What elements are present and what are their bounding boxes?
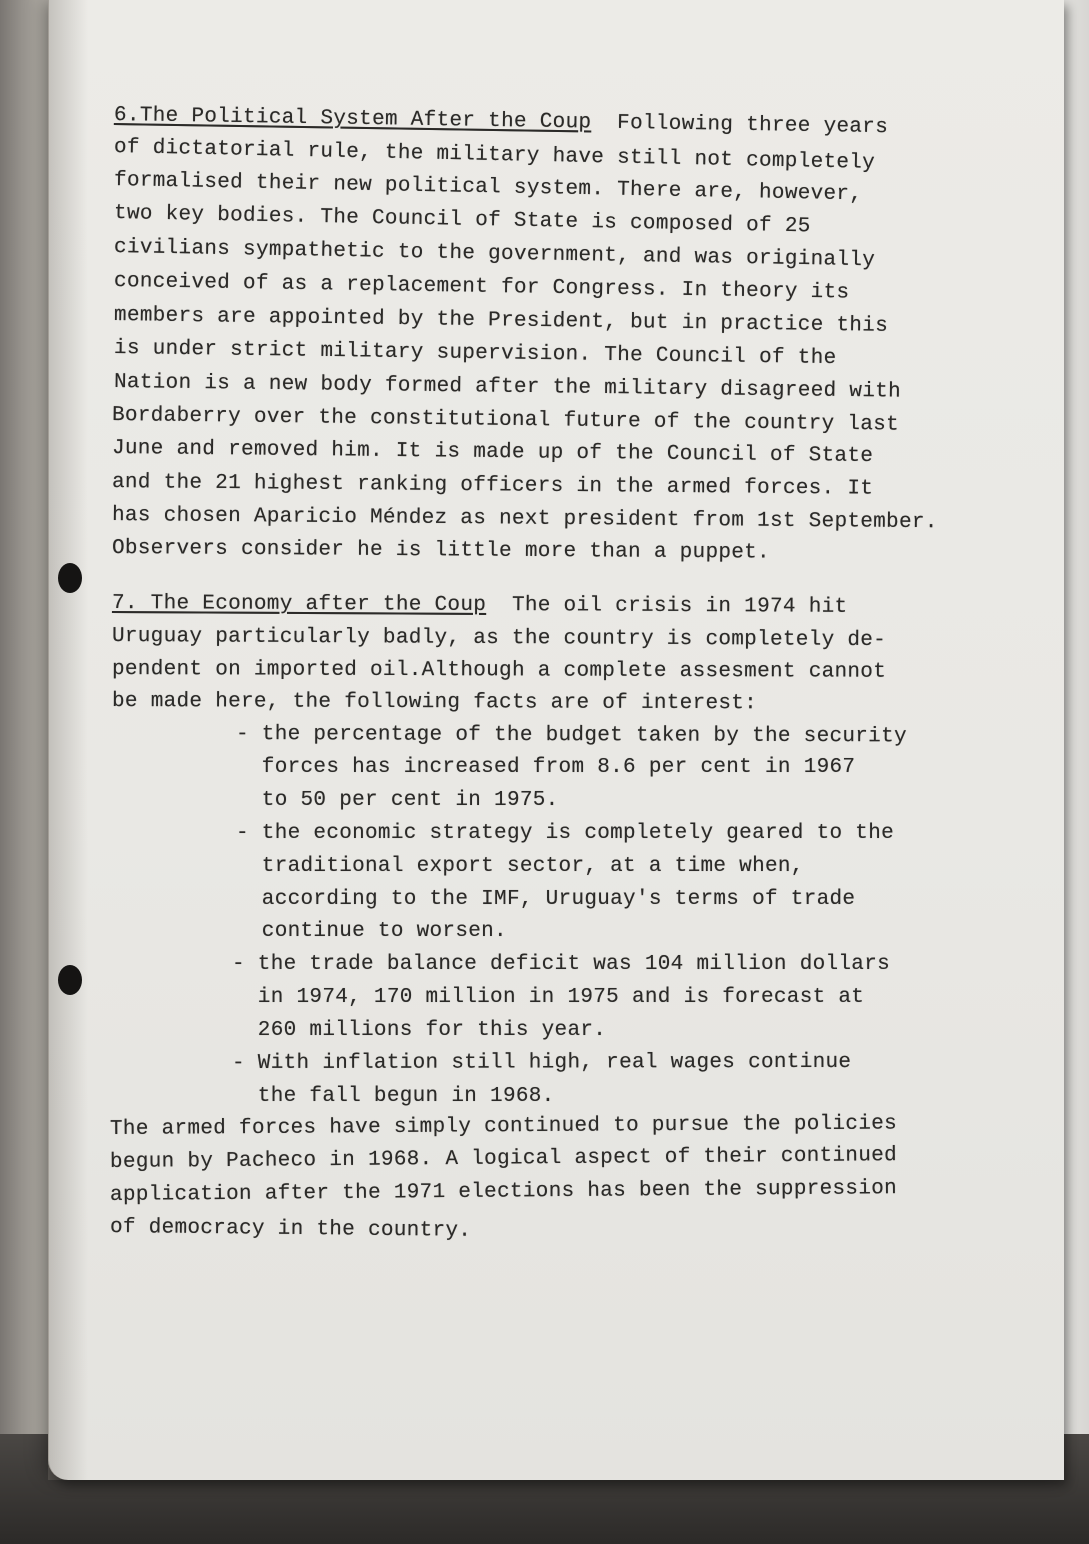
punch-hole-top	[58, 563, 82, 593]
bullet-line: - the trade balance deficit was 104 million dollars	[232, 953, 891, 976]
section-6-line: is under strict military supervision. The Council of the	[113, 337, 837, 371]
bullet-line: the fall begun in 1968.	[232, 1085, 555, 1108]
section-7-line-1-rest: The oil crisis in 1974 hit	[486, 593, 848, 619]
section-6-line: two key bodies. The Council of State is composed of 25	[113, 202, 811, 239]
section-6-line: conceived of as a replacement for Congress. In theory its	[113, 270, 850, 305]
bullet-line: - the economic strategy is completely geared to the	[236, 822, 895, 845]
closing-line: The armed forces have simply continued to pursue the policies	[109, 1112, 898, 1141]
section-7-line: pendent on imported oil.Although a complete assesment cannot	[111, 658, 887, 684]
punch-hole-bottom	[58, 965, 82, 995]
section-7-line: Uruguay particularly badly, as the country is completely de-	[111, 625, 887, 653]
section-7-heading: 7. The Economy after the Coup	[111, 592, 487, 617]
section-6-line: Nation is a new body formed after the military disagreed with	[113, 371, 902, 404]
closing-line: begun by Pacheco in 1968. A logical aspect of their continued	[109, 1144, 898, 1174]
bullet-line: according to the IMF, Uruguay's terms of trade	[236, 888, 856, 911]
section-6-line-1-rest: Following three years	[591, 111, 889, 140]
bullet-line: 260 millions for this year.	[232, 1019, 607, 1042]
section-6-line: formalised their new political system. There are, however,	[113, 169, 863, 207]
bullet-line: to 50 per cent in 1975.	[236, 789, 559, 812]
bullet-line: continue to worsen.	[236, 920, 507, 943]
bullet-line: in 1974, 170 million in 1975 and is forecast at	[232, 986, 865, 1009]
section-6-line: and the 21 highest ranking officers in the armed forces. It	[111, 471, 874, 501]
bullet-line: - With inflation still high, real wages continue	[231, 1050, 852, 1075]
section-6-line: has chosen Aparicio Méndez as next president from 1st September.	[111, 504, 938, 535]
bullet-line: - the percentage of the budget taken by the security	[235, 723, 907, 749]
section-6-line: Bordaberry over the constitutional future of the country last	[111, 404, 900, 437]
bullet-line: traditional export sector, at a time when,	[236, 855, 804, 878]
bullet-line: forces has increased from 8.6 per cent in 1967	[236, 756, 856, 779]
section-7-first-line	[112, 592, 848, 619]
section-6-heading: 6.The Political System After the Coup	[113, 104, 592, 135]
closing-line: application after the 1971 elections has been the suppression	[109, 1177, 898, 1207]
section-6-line: civilians sympathetic to the government, and was originally	[113, 236, 876, 273]
section-6-line: June and removed him. It is made up of the Council of State	[111, 437, 874, 468]
closing-line: of democracy in the country.	[109, 1216, 472, 1243]
page-curl-shadow	[48, 0, 88, 1480]
section-6-line: of dictatorial rule, the military have still not completely	[113, 136, 876, 175]
section-7-line: be made here, the following facts are of interest:	[111, 690, 758, 716]
section-6-line: Observers consider he is little more than a puppet.	[111, 537, 771, 565]
section-6-line: members are appointed by the President, but in practice this	[113, 304, 889, 338]
